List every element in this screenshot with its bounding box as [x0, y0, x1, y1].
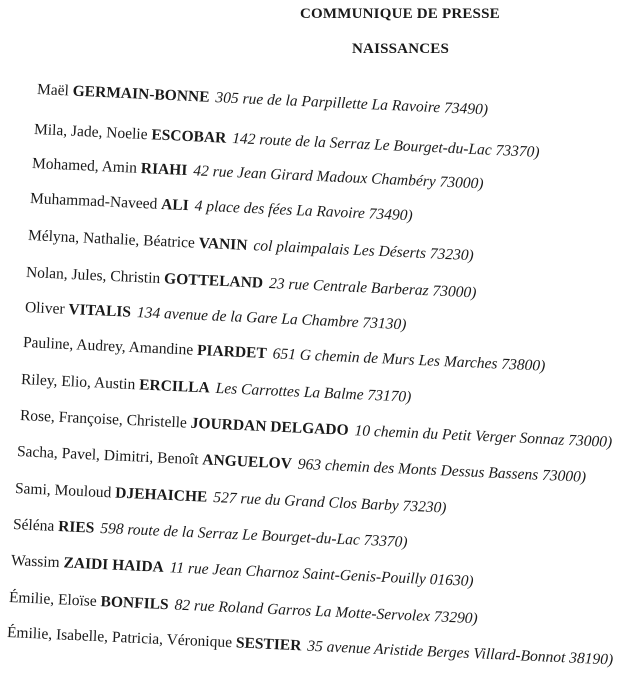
birth-entry	[26, 264, 477, 302]
address: 598 route de la Serraz Le Bourget-du-Lac 73370)	[99, 519, 408, 551]
address: 4 place des fées La Ravoire 73490)	[194, 197, 413, 225]
address: Les Carrottes La Balme 73170)	[215, 379, 412, 406]
surname: RIES	[57, 518, 95, 537]
given-names: Wassim	[10, 552, 61, 572]
given-names: Sacha, Pavel, Dimitri, Benoît	[16, 443, 199, 469]
address: 134 avenue de la Gare La Chambre 73130)	[136, 304, 407, 334]
birth-entry	[30, 190, 413, 225]
birth-entry	[23, 334, 546, 376]
surname: ALI	[160, 195, 190, 215]
surname: ESCOBAR	[151, 126, 227, 147]
surname: VANIN	[198, 234, 248, 254]
surname: SESTIER	[235, 634, 302, 655]
surname: JOURDAN DELGADO	[190, 414, 350, 439]
given-names: Émilie, Isabelle, Patricia, Véronique	[6, 624, 233, 652]
address: 42 rue Jean Girard Madoux Chambéry 73000)	[192, 162, 484, 193]
address: 142 route de la Serraz Le Bourget-du-Lac 73370)	[231, 130, 540, 161]
address: 651 G chemin de Murs Les Marches 73800)	[272, 345, 546, 375]
surname: GERMAIN-BONNE	[72, 82, 210, 106]
birth-entry	[37, 81, 489, 119]
document-title: COMMUNIQUE DE PRESSE	[300, 6, 500, 22]
birth-entry	[34, 121, 540, 162]
surname: ANGUELOV	[201, 451, 293, 473]
given-names: Maël	[36, 81, 70, 100]
birth-entry	[9, 589, 478, 628]
birth-entry	[15, 480, 447, 518]
surname: GOTTELAND	[163, 270, 264, 292]
given-names: Muhammad-Naveed	[29, 190, 158, 213]
birth-entry	[7, 624, 614, 670]
given-names: Riley, Elio, Austin	[20, 371, 136, 394]
given-names: Mila, Jade, Noelie	[33, 121, 148, 144]
given-names: Pauline, Audrey, Amandine	[22, 334, 194, 359]
address: 11 rue Jean Charnoz Saint-Genis-Pouilly 01630)	[169, 559, 474, 590]
address: 527 rue du Grand Clos Barby 73230)	[212, 489, 447, 517]
section-title: NAISSANCES	[352, 41, 450, 57]
surname: ZAIDI HAIDA	[63, 554, 165, 576]
given-names: Nolan, Jules, Christin	[25, 264, 161, 288]
birth-entry	[25, 299, 407, 334]
given-names: Oliver	[24, 299, 65, 318]
address: 23 rue Centrale Barberaz 73000)	[268, 275, 477, 302]
surname: PIARDET	[196, 341, 268, 363]
address: 963 chemin des Monts Dessus Bassens 73000)	[297, 455, 587, 486]
surname: RIAHI	[140, 159, 188, 180]
address: 35 avenue Aristide Berges Villard-Bonnot 38190)	[306, 637, 614, 669]
surname: BONFILS	[100, 593, 170, 614]
given-names: Émilie, Eloïse	[8, 589, 98, 610]
surname: DJEHAICHE	[114, 484, 208, 506]
address: col plaimpalais Les Déserts 73230)	[253, 237, 475, 265]
given-names: Sami, Mouloud	[14, 480, 112, 502]
given-names: Séléna	[12, 516, 55, 535]
surname: ERCILLA	[138, 376, 211, 397]
surname: VITALIS	[68, 300, 132, 321]
birth-entry	[17, 443, 587, 487]
birth-entry	[21, 371, 412, 407]
birth-entry	[20, 407, 613, 452]
address: 10 chemin du Petit Verger Sonnaz 73000)	[354, 422, 613, 451]
birth-entry	[11, 552, 474, 591]
given-names: Rose, Françoise, Christelle	[19, 407, 188, 432]
birth-entry	[32, 155, 484, 193]
given-names: Mélyna, Nathalie, Béatrice	[27, 227, 196, 252]
address: 82 rue Roland Garros La Motte-Servolex 73290)	[174, 596, 479, 628]
given-names: Mohamed, Amin	[31, 155, 138, 177]
address: 305 rue de la Parpillette La Ravoire 73490)	[215, 89, 489, 119]
birth-entry	[28, 227, 474, 265]
birth-entry	[13, 516, 408, 552]
